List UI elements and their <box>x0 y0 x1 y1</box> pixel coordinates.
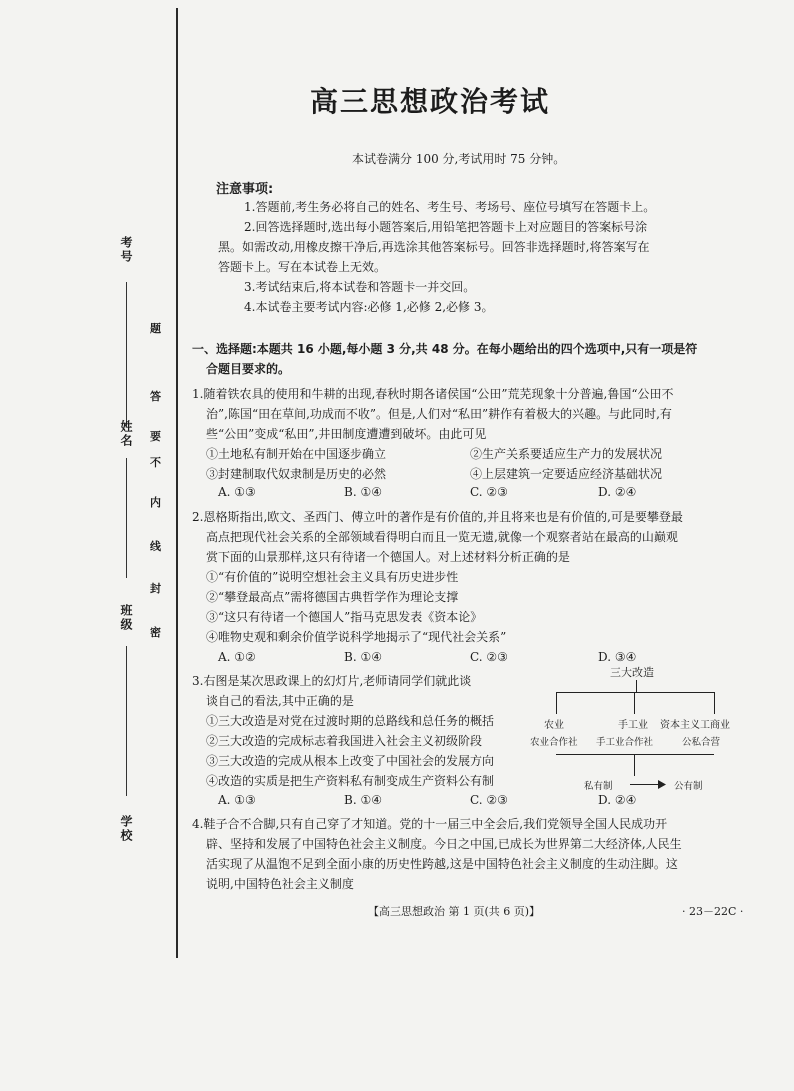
q2-choice-c: C. ②③ <box>470 650 508 664</box>
q1-stem: 治”,陈国“田在草间,功成而不收”。但是,人们对“私田”耕作有着极大的兴趣。与此同时,有 <box>206 407 672 421</box>
q1-choice-a: A. ①③ <box>218 485 256 499</box>
q2-choice-b: B. ①④ <box>344 650 382 664</box>
diagram-connector <box>714 692 715 714</box>
notice-heading: 注意事项: <box>216 182 274 197</box>
section-heading: 一、选择题:本题共 16 小题,每小题 3 分,共 48 分。在每小题给出的四个选项中,只有一项是符 <box>192 342 698 356</box>
notice-line: 2.回答选择题时,选出每小题答案后,用铅笔把答题卡上对应题目的答案标号涂 <box>244 220 648 234</box>
class-blank <box>126 646 127 796</box>
q2-statement: ①“有价值的”说明空想社会主义具有历史进步性 <box>206 570 459 584</box>
diagram-form-commerce: 公私合营 <box>682 737 721 748</box>
q3-choice-a: A. ①③ <box>218 793 256 807</box>
q2-choice-a: A. ①② <box>218 650 256 664</box>
diagram-connector <box>634 692 635 714</box>
q2-statement: ②“攀登最高点”需将德国古典哲学作为理论支撑 <box>206 590 459 604</box>
seal-char: 密 <box>150 626 161 639</box>
diagram-connector <box>636 680 637 692</box>
q3-stem: 3.右图是某次思政课上的幻灯片,老师请同学们就此谈 <box>192 674 472 688</box>
q1-choice-b: B. ①④ <box>344 485 382 499</box>
diagram-form-handicraft: 手工业合作社 <box>596 737 654 748</box>
reform-diagram <box>530 664 736 794</box>
q1-choice-d: D. ②④ <box>598 485 637 499</box>
q2-stem: 赏下面的山景那样,这只有待诸一个德国人。对上述材料分析正确的是 <box>206 550 570 564</box>
q3-statement: ③三大改造的完成从根本上改变了中国社会的发展方向 <box>206 754 495 768</box>
q3-statement: ②三大改造的完成标志着我国进入社会主义初级阶段 <box>206 734 483 748</box>
class-label: 班级 <box>119 604 133 632</box>
q3-stem: 谈自己的看法,其中正确的是 <box>206 694 354 708</box>
seal-char: 题 <box>150 322 161 335</box>
notice-line: 黑。如需改动,用橡皮擦干净后,再选涂其他答案标号。回答非选择题时,将答案写在 <box>218 240 650 254</box>
q2-choice-d: D. ③④ <box>598 650 637 664</box>
q3-statement: ④改造的实质是把生产资料私有制变成生产资料公有制 <box>206 774 495 788</box>
q1-statement: ③封建制取代奴隶制是历史的必然 <box>206 467 387 481</box>
section-heading-cont: 合题目要求的。 <box>206 362 291 376</box>
school-label: 学校 <box>119 815 133 843</box>
seal-char: 不 <box>150 456 161 469</box>
q1-stem: 些“公田”变成“私田”,井田制度遭遭到破坏。由此可见 <box>206 427 487 441</box>
q1-choice-c: C. ②③ <box>470 485 508 499</box>
q4-stem: 辟、坚持和发展了中国特色社会主义制度。今日之中国,已成长为世界第二大经济体,人民生 <box>206 837 682 851</box>
q3-statement: ①三大改造是对党在过渡时期的总路线和总任务的概括 <box>206 714 495 728</box>
diagram-to: 公有制 <box>674 781 703 792</box>
diagram-top: 三大改造 <box>610 666 654 679</box>
name-label: 姓名 <box>119 420 133 448</box>
binding-line <box>176 8 178 958</box>
q4-stem: 4.鞋子合不合脚,只有自己穿了才知道。党的十一届三中全会后,我们党领导全国人民成功开 <box>192 817 668 831</box>
q2-stem: 2.恩格斯指出,欧文、圣西门、傅立叶的著作是有价值的,并且将来也是有价值的,可是要攀登最 <box>192 510 683 524</box>
q3-choice-d: D. ②④ <box>598 793 637 807</box>
q2-statement: ④唯物史观和剩余价值学说科学地揭示了“现代社会关系” <box>206 630 507 644</box>
name-blank <box>126 458 127 578</box>
q3-choice-c: C. ②③ <box>470 793 508 807</box>
q4-stem: 活实现了从温饱不足到全面小康的历史性跨越,这是中国特色社会主义制度的生动注脚。这 <box>206 857 678 871</box>
q1-statement: ①土地私有制开始在中国逐步确立 <box>206 447 387 461</box>
exam-subtitle: 本试卷满分 100 分,考试用时 75 分钟。 <box>352 152 566 166</box>
page-title: 高三思想政治考试 <box>309 85 550 118</box>
diagram-branch-commerce: 资本主义工商业 <box>660 720 730 731</box>
q1-statement: ④上层建筑一定要适应经济基础状况 <box>470 467 663 481</box>
exam-code: · 23－22C · <box>682 905 744 918</box>
exam-number-label: 考号 <box>119 236 133 264</box>
notice-line: 1.答题前,考生务必将自己的姓名、考生号、考场号、座位号填写在答题卡上。 <box>244 200 656 214</box>
diagram-branch-handicraft: 手工业 <box>618 720 648 731</box>
diagram-connector <box>556 754 714 755</box>
q2-stem: 高点把现代社会关系的全部领域看得明白而且一览无遗,就像一个观察者站在最高的山巅观 <box>206 530 678 544</box>
seal-char: 答 <box>150 390 161 403</box>
diagram-branch-agriculture: 农业 <box>544 720 564 731</box>
seal-char: 内 <box>150 496 161 509</box>
notice-line: 4.本试卷主要考试内容:必修 1,必修 2,必修 3。 <box>244 300 494 314</box>
seal-char: 要 <box>150 430 161 443</box>
binding-margin <box>0 0 178 960</box>
q1-stem: 1.随着铁农具的使用和牛耕的出现,春秋时期各诸侯国“公田”荒芜现象十分普遍,鲁国“公田不 <box>192 387 674 401</box>
q4-stem: 说明,中国特色社会主义制度 <box>206 877 354 891</box>
arrow-right-icon <box>658 780 666 789</box>
diagram-from: 私有制 <box>584 781 613 792</box>
exam-number-blank <box>126 282 127 427</box>
q2-statement: ③“这只有待诸一个德国人”指马克思发表《资本论》 <box>206 610 483 624</box>
notice-line: 答题卡上。写在本试卷上无效。 <box>218 260 387 274</box>
diagram-form-agriculture: 农业合作社 <box>530 737 578 748</box>
seal-char: 线 <box>150 540 161 553</box>
q3-choice-b: B. ①④ <box>344 793 382 807</box>
diagram-connector <box>556 692 714 693</box>
page-footer: 【高三思想政治 第 1 页(共 6 页)】 <box>368 905 541 918</box>
seal-char: 封 <box>150 582 161 595</box>
diagram-connector <box>556 692 557 714</box>
diagram-connector <box>634 754 635 776</box>
notice-line: 3.考试结束后,将本试卷和答题卡一并交回。 <box>244 280 476 294</box>
q1-statement: ②生产关系要适应生产力的发展状况 <box>470 447 663 461</box>
